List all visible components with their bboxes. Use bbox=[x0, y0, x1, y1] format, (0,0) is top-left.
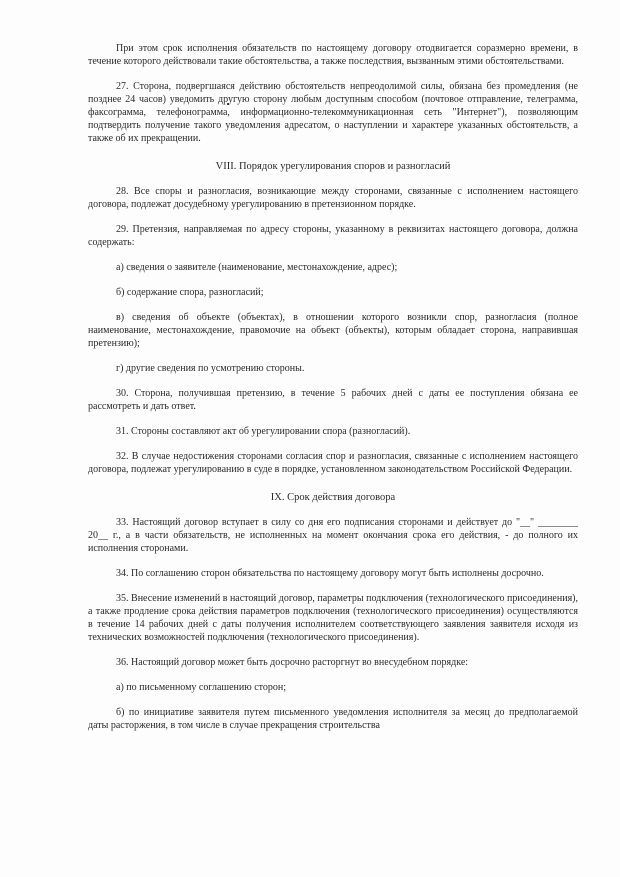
paragraph-29-a: а) сведения о заявителе (наименование, местонахождение, адрес); bbox=[116, 262, 398, 273]
paragraph-36: 36. Настоящий договор может быть досрочно расторгнут во внесудебном порядке: bbox=[116, 657, 469, 668]
paragraph-30: 30. Сторона, получившая претензию, в течение 5 рабочих дней с даты ее поступления обязана ее рассмотреть и дать ответ. bbox=[88, 388, 578, 412]
paragraph-36-b: б) по инициативе заявителя путем письменного уведомления исполнителя за месяц до предполагаемой даты расторжения, в том числе в случае прекращения строительства bbox=[88, 707, 578, 731]
paragraph-36-a: а) по письменному соглашению сторон; bbox=[116, 682, 287, 693]
paragraph-29: 29. Претензия, направляемая по адресу стороны, указанному в реквизитах настоящего договора, должна содержать: bbox=[88, 224, 578, 248]
document-body bbox=[88, 42, 578, 732]
paragraph-32: 32. В случае недостижения сторонами согласия спор и разногласия, связанные с исполнением настоящего договора, подлежат урегулированию в суде в порядке, установленном законодательством Российской Федерации. bbox=[88, 451, 578, 475]
paragraph-33: 33. Настоящий договор вступает в силу со дня его подписания сторонами и действует до "__" ________ 20__ г., а в части обязательств, не исполненных на момент окончания срока его действия, - до полного их исполнения сторонами. bbox=[88, 517, 578, 554]
section-8-title: VIII. Порядок урегулирования споров и разногласий bbox=[215, 161, 451, 172]
paragraph-27: 27. Сторона, подвергшаяся действию обстоятельств непреодолимой силы, обязана без промедления (не позднее 24 часов) уведомить другую сторону любым доступным способом (почтовое отправление, телеграмма, факсограмма, телефонограмма, информационно-телекоммуникационная сеть "Интернет"), позволяющим подтвердить получение такого уведомления адресатом, о наступлении и характере указанных обстоятельств, а также об их прекращении. bbox=[88, 81, 578, 144]
paragraph-29-v: в) сведения об объекте (объектах), в отношении которого возникли спор, разногласия (полное наименование, местонахождение, правомочие на объект (объекты), которым обладает сторона, направившая претензию); bbox=[88, 312, 578, 349]
paragraph-28: 28. Все споры и разногласия, возникающие между сторонами, связанные с исполнением настоящего договора, подлежат досудебному урегулированию в претензионном порядке. bbox=[88, 186, 578, 210]
section-9-title: IX. Срок действия договора bbox=[270, 492, 396, 503]
paragraph-29-g: г) другие сведения по усмотрению стороны. bbox=[116, 363, 305, 374]
paragraph-34: 34. По соглашению сторон обязательства по настоящему договору могут быть исполнены досрочно. bbox=[116, 568, 544, 579]
paragraph-force-majeure-term: При этом срок исполнения обязательств по настоящему договору отодвигается соразмерно времени, в течение которого действовали такие обстоятельства, а также последствия, вызванным этими обстоятельствами. bbox=[88, 43, 578, 67]
paragraph-29-b: б) содержание спора, разногласий; bbox=[116, 287, 264, 298]
paragraph-31: 31. Стороны составляют акт об урегулировании спора (разногласий). bbox=[116, 426, 411, 437]
paragraph-35: 35. Внесение изменений в настоящий договор, параметры подключения (технологического присоединения), а также продление срока действия параметров подключения (технологического присоединения) осуществляются в течение 14 рабочих дней с даты получения исполнителем соответствующего заявления заявителя исходя из технических возможностей подключения (технологического присоединения). bbox=[88, 593, 578, 643]
